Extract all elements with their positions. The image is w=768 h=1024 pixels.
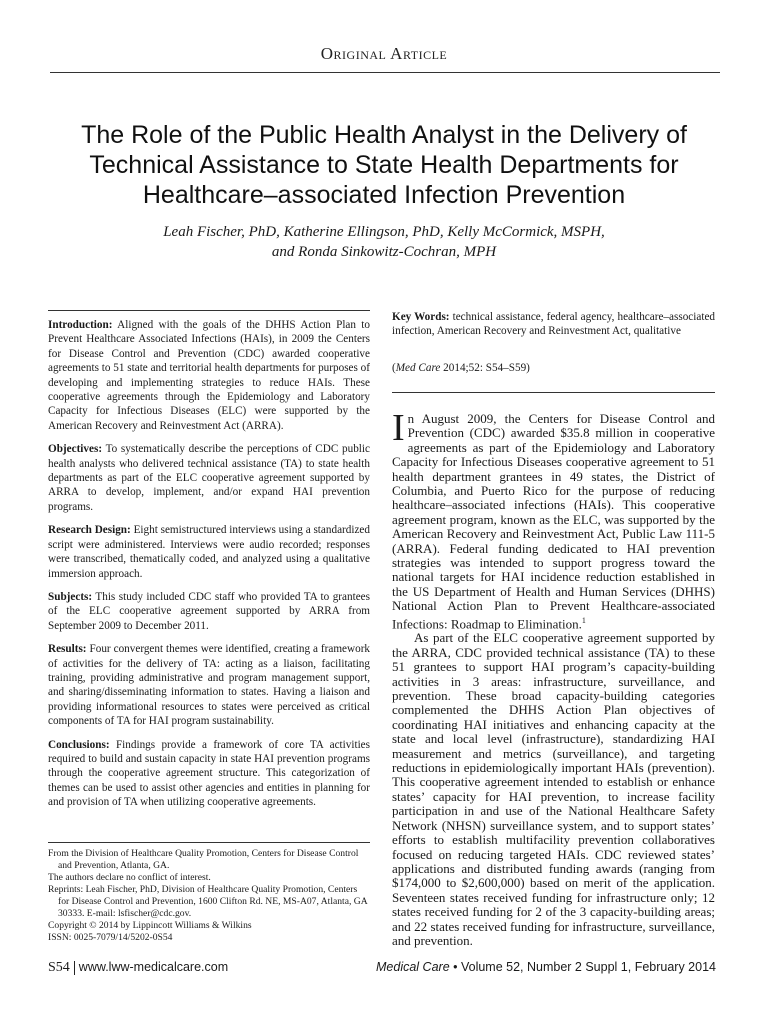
abstract-label: Subjects: <box>48 590 93 603</box>
author-line-1: Leah Fischer, PhD, Katherine Ellingson, PhD, Kelly McCormick, MSPH, <box>163 224 605 240</box>
journal-url[interactable]: www.lww-medicalcare.com <box>78 960 229 974</box>
body-paragraph-1-text: n August 2009, the Centers for Disease Control and Prevention (CDC) awarded $35.8 million in cooperative agreements as part of the Epidemiology and Laboratory Capacity for Infectious Diseases cooperative agreement to 51 health department grantees in 49 states, the District of Columbia, and Puerto Rico for the purpose of reducing healthcare–associated infections (HAIs). This cooperative agreement program, known as the ELC, was supported by the American Recovery and Reinvestment Act, Public Law 111-5 (ARRA). Federal funding dedicated to HAI prevention strategies was intended to support progress toward the national targets for HAI incidence reduction established in the US Department of Health and Human Services (DHHS) National Action Plan to Prevent Healthcare-associated Infections: Roadmap to Elimination. <box>392 411 715 632</box>
footnote-affiliation: From the Division of Healthcare Quality Promotion, Centers for Disease Control and Prevention, Atlanta, GA. <box>48 848 359 871</box>
author-list <box>60 222 708 262</box>
abstract-text: To systematically describe the perceptions of CDC public health analysts who delivered technical assistance (TA) to state health departments as part of the ELC cooperative agreement supported by ARRA to develop, implement, and/or expand HAI prevention programs. <box>48 443 370 513</box>
footer-journal-name: Medical Care <box>376 960 450 974</box>
reference-marker: 1 <box>581 615 586 625</box>
abstract-text: Aligned with the goals of the DHHS Action Plan to Prevent Healthcare Associated Infections (HAIs), in 2009 the Centers for Disease Control and Prevention (CDC) awarded cooperative agreements to 51 state and territorial health departments for purposes of developing and implementing strategies to reduce HAIs. These cooperative agreements through the Epidemiology and Laboratory Capacity for Infectious Diseases (ELC) were supported by the American Recovery and Reinvestment Act (ARRA). <box>48 319 370 432</box>
abstract-label: Conclusions: <box>48 738 110 751</box>
abstract-label: Results: <box>48 643 87 656</box>
citation-details: 2014;52: S54–S59) <box>440 362 530 374</box>
abstract-objectives <box>48 442 370 514</box>
footer-issue-info: • Volume 52, Number 2 Suppl 1, February 2014 <box>449 960 716 974</box>
footnote-conflict: The authors declare no conflict of interest. <box>48 872 211 883</box>
article-body <box>392 407 715 957</box>
abstract-subjects <box>48 590 370 633</box>
keywords-text: technical assistance, federal agency, healthcare–associated infection, American Recovery and Reinvestment Act, qualitative <box>392 311 715 338</box>
abstract-text: This study included CDC staff who provided TA to grantees of the ELC cooperative agreement supported by ARRA from September 2009 to December 2011. <box>48 590 370 632</box>
footnote-reprints: Reprints: Leah Fischer, PhD, Division of Healthcare Quality Promotion, Centers for Disease Control and Prevention, 1600 Clifton Rd. NE, MS-A07, Atlanta, GA 30333. E-mail: lsfischer@cdc.gov. <box>48 884 368 919</box>
footer-separator <box>74 961 75 975</box>
keywords-divider <box>392 392 715 393</box>
keywords-label: Key Words: <box>392 311 450 323</box>
header-divider <box>50 72 720 73</box>
footnotes <box>48 848 370 944</box>
abstract <box>48 318 370 819</box>
abstract-label: Objectives: <box>48 443 103 456</box>
body-paragraph-1 <box>392 407 715 632</box>
abstract-top-divider <box>48 310 370 311</box>
abstract-introduction <box>48 318 370 433</box>
abstract-text: Four convergent themes were identified, creating a framework of activities for the delivery of TA: acting as a liaison, facilitating training, providing administrative and program management support, and sharing/disseminating information to states. Having a liaison and providing informational resources to states were perceived as critical components of TA for HAI program sustainability. <box>48 643 371 728</box>
abstract-text: Eight semistructured interviews using a standardized script were administered. Interviews were audio recorded; responses were transcribed, thematically coded, and analyzed using a qualitative immersion approach. <box>48 524 370 580</box>
article-title: The Role of the Public Health Analyst in the Delivery of Technical Assistance to State Health Departments for Healthcare–associated Infection Prevention <box>81 121 687 209</box>
abstract-label: Research Design: <box>48 524 131 537</box>
footnote-issn: ISSN: 0025-7079/14/5202-0S54 <box>48 932 173 943</box>
body-paragraph-2: As part of the ELC cooperative agreement supported by the ARRA, CDC provided technical assistance (TA) to these 51 grantees to support HAI program’s capacity-building activities in 3 areas: infrastructure, surveillance, and prevention. These broad capacity-building categories complemented the DHHS Action Plan objectives of coordinating HAI initiatives and enhancing capacity at the state and local level (infrastructure), standardizing HAI measurement and metrics (surveillance), and targeting reductions in epidemiologically important HAIs (prevention). This cooperative agreement intended to establish or enhance states’ capacity for HAI prevention, to increase facility participation in and use of the National Healthcare Safety Network (NHSN) surveillance system, and to support states’ efforts to establish multifacility prevention collaboratives focused on reducing targeted HAIs. CDC reviewed states’ applications and distributed funding awards (ranging from $174,000 to $2,600,000) based on merit of the application. Seventeen states received funding for infrastructure only; 12 states received funding for 2 of the 3 capacity-building areas; and 22 states received funding for infrastructure, surveillance, and prevention. <box>392 630 715 948</box>
page-footer-right <box>376 960 716 974</box>
abstract-results <box>48 642 370 728</box>
abstract-label: Introduction: <box>48 319 113 331</box>
page-footer-left <box>48 960 228 976</box>
section-label: Original Article <box>320 44 448 63</box>
abstract-text: Findings provide a framework of core TA activities required to build and sustain capacity in state HAI prevention programs through the cooperative agreement structure. This categorization of themes can be used to assist other agencies and entities in planning for and provision of TA when utilizing cooperative agreements. <box>48 738 371 809</box>
author-line-2: and Ronda Sinkowitz-Cochran, MPH <box>271 244 497 260</box>
abstract-research-design <box>48 523 370 581</box>
footnote-divider <box>48 842 370 843</box>
keywords <box>392 310 715 339</box>
page-number: S54 <box>48 960 70 975</box>
citation-journal: Med Care <box>395 362 441 374</box>
citation: (Med Care 2014;52: S54–S59) <box>392 362 530 374</box>
footnote-copyright: Copyright © 2014 by Lippincott Williams & Wilkins <box>48 920 252 931</box>
drop-cap: I <box>392 407 405 449</box>
abstract-conclusions <box>48 738 370 810</box>
